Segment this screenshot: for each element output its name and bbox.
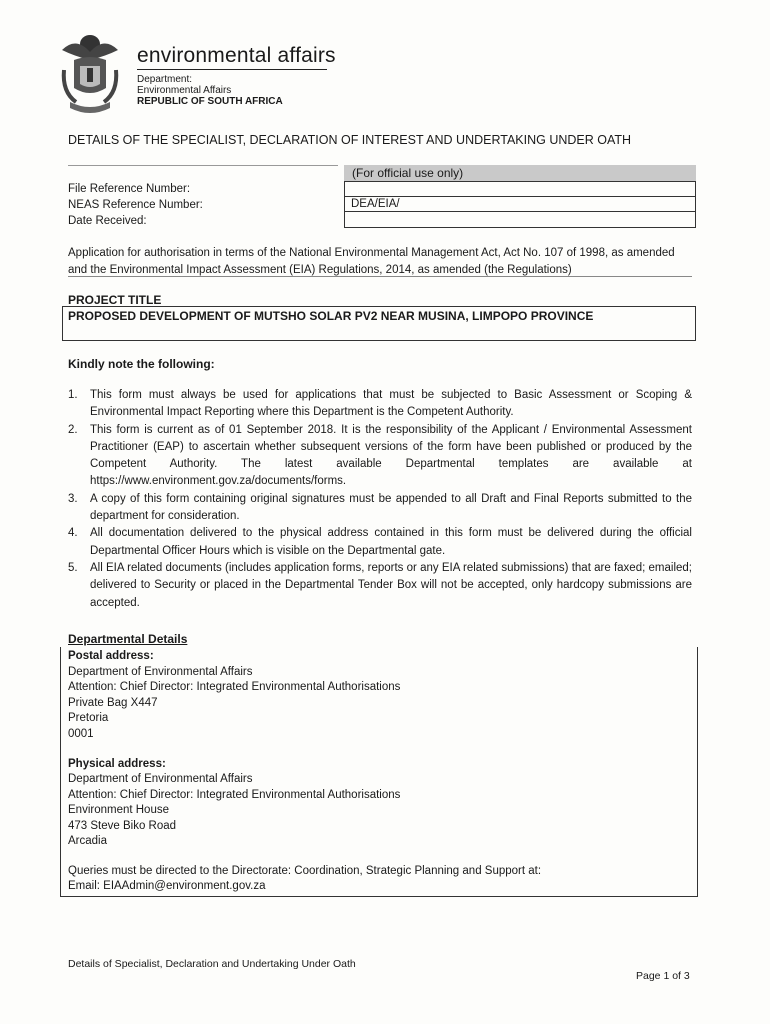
brand-country-line: REPUBLIC OF SOUTH AFRICA [137, 96, 283, 107]
brand-dept-line2: Environmental Affairs [137, 85, 232, 96]
physical-line: Arcadia [68, 835, 107, 847]
document-heading: DETAILS OF THE SPECIALIST, DECLARATION OF INTEREST AND UNDERTAKING UNDER OATH [68, 133, 632, 147]
brand-rule [137, 69, 327, 70]
neas-reference-label: NEAS Reference Number: [68, 199, 203, 211]
intro-paragraph: Application for authorisation in terms of the National Environmental Management Act, Act No. 107 of 1998, as amended and the Environmental Impact Assessment (EIA) Regulations, 2014, as amended (the Regulations) [68, 247, 675, 276]
file-reference-label: File Reference Number: [68, 183, 191, 195]
brand-title: environmental affairs [137, 44, 336, 67]
queries-text: Queries must be directed to the Directorate: Coordination, Strategic Planning and Support at: [68, 865, 542, 877]
divider [68, 165, 338, 166]
departmental-details-title: Departmental Details [68, 632, 188, 646]
physical-line: Attention: Chief Director: Integrated Environmental Authorisations [68, 789, 401, 801]
physical-address-label: Physical address: [68, 758, 166, 770]
postal-line: Private Bag X447 [68, 697, 158, 709]
email-link[interactable]: Email: EIAAdmin@environment.gov.za [68, 880, 266, 892]
date-received-label: Date Received: [68, 215, 147, 227]
postal-line: Attention: Chief Director: Integrated Environmental Authorisations [68, 681, 401, 693]
notes-title: Kindly note the following: [68, 357, 215, 371]
reference-box [344, 181, 696, 228]
physical-line: Department of Environmental Affairs [68, 773, 253, 785]
postal-line: 0001 [68, 728, 94, 740]
footer-caption: Details of Specialist, Declaration and Undertaking Under Oath [68, 958, 356, 970]
list-item: 2. This form is current as of 01 September 2018. It is the responsibility of the Applicant / Environmental Assessment Practitioner (EAP) to ascertain whether subsequent versions of the form have been published or produced by the Competent Authority. The latest available Departmental templates are available at https://www.environment.gov.za/documents/forms. [68, 423, 692, 488]
physical-line: 473 Steve Biko Road [68, 820, 177, 832]
postal-line: Pretoria [68, 712, 109, 724]
postal-line: Department of Environmental Affairs [68, 666, 253, 678]
date-received-value[interactable] [345, 212, 695, 227]
project-title: PROPOSED DEVELOPMENT OF MUTSHO SOLAR PV2 NEAR MUSINA, LIMPOPO PROVINCE [68, 309, 594, 323]
list-item: 1. This form must always be used for applications that must be subjected to Basic Assessment or Scoping & Environmental Impact Reporting where this Department is the Competent Authority. [68, 389, 692, 419]
list-item: 5. All EIA related documents (includes application forms, reports or any EIA related submissions) that are faxed; emailed; delivered to Security or placed in the Departmental Tender Box will not be accepted, only hardcopy submissions are accepted. [68, 561, 692, 609]
brand-dept-line1: Department: [137, 74, 193, 85]
physical-line: Environment House [68, 804, 169, 816]
postal-address-label: Postal address: [68, 650, 154, 662]
official-use-banner: (For official use only) [344, 165, 696, 181]
notes-list [68, 387, 692, 612]
file-reference-value[interactable] [345, 182, 695, 197]
neas-reference-value[interactable]: DEA/EIA/ [345, 197, 695, 212]
list-item: 4. All documentation delivered to the physical address contained in this form must be delivered during the official Departmental Officer Hours which is visible on the Departmental gate. [68, 527, 692, 557]
project-title-label: PROJECT TITLE [68, 293, 162, 307]
list-item: 3. A copy of this form containing original signatures must be appended to all Draft and Final Reports submitted to the department for consideration. [68, 492, 692, 523]
page-number: Page 1 of 3 [636, 970, 690, 982]
divider [68, 276, 692, 277]
coat-of-arms-icon [56, 30, 124, 118]
